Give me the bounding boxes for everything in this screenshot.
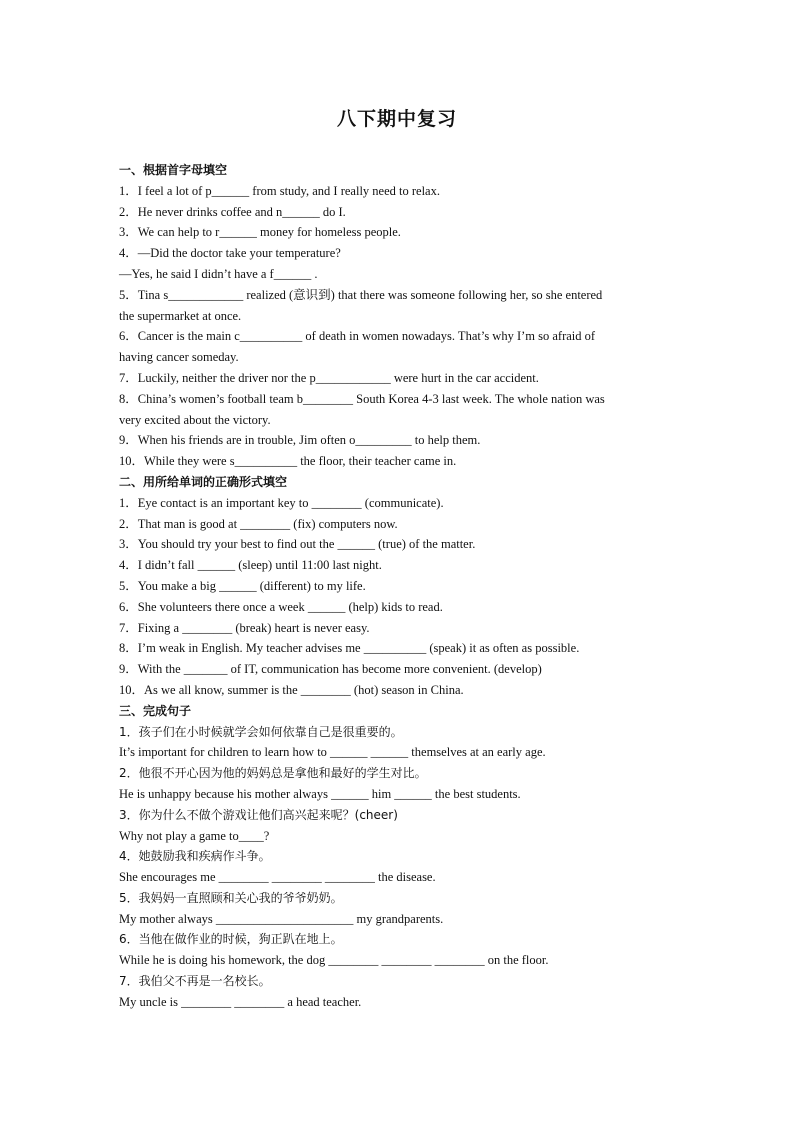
exercise-line: 10．As we all know, summer is the ________ (hot) season in China. (119, 682, 464, 697)
chinese-prompt: 5．我妈妈一直照顾和关心我的爷爷奶奶。 (119, 890, 343, 905)
exercise-line: 8．China’s women’s football team b________ South Korea 4-3 last week. The whole nation was (119, 391, 605, 406)
exercise-line: 3．You should try your best to find out the ______ (true) of the matter. (119, 537, 476, 552)
english-sentence: Why not play a game to____? (119, 828, 270, 843)
english-sentence: She encourages me ________ ________ ________ the disease. (119, 870, 436, 885)
exercise-line: 5．You make a big ______ (different) to my life. (119, 578, 366, 593)
exercise-line: 2．That man is good at ________ (fix) computers now. (119, 516, 398, 531)
exercise-line: 1．Eye contact is an important key to ________ (communicate). (119, 495, 444, 510)
section-3-heading: 三、完成句子 (119, 703, 192, 718)
exercise-line: the supermarket at once. (119, 308, 242, 323)
english-sentence: He is unhappy because his mother always ______ him ______ the best students. (119, 786, 521, 801)
exercise-line: 9．When his friends are in trouble, Jim often o_________ to help them. (119, 433, 481, 448)
exercise-line: 9．With the _______ of IT, communication has become more convenient. (develop) (119, 662, 542, 677)
exercise-line: 3．We can help to r______ money for homeless people. (119, 225, 401, 240)
english-sentence: My mother always ______________________ my grandparents. (119, 911, 444, 926)
chinese-prompt: 1．孩子们在小时候就学会如何依靠自己是很重要的。 (119, 724, 403, 739)
chinese-prompt: 3．你为什么不做个游戏让他们高兴起来呢？(cheer) (119, 807, 398, 822)
exercise-line: 2．He never drinks coffee and n______ do I. (119, 204, 346, 219)
exercise-line: having cancer someday. (119, 350, 239, 365)
english-sentence: While he is doing his homework, the dog ________ ________ ________ on the floor. (119, 953, 549, 968)
exercise-line: 4．—Did the doctor take your temperature? (119, 246, 341, 261)
exercise-line: 6．She volunteers there once a week ______ (help) kids to read. (119, 599, 443, 614)
exercise-line: 1．I feel a lot of p______ from study, and I really need to relax. (119, 183, 440, 198)
exercise-line: —Yes, he said I didn’t have a f______ . (119, 266, 318, 281)
english-sentence: My uncle is ________ ________ a head teacher. (119, 994, 362, 1009)
exercise-line: 7．Luckily, neither the driver nor the p____________ were hurt in the car accident. (119, 370, 539, 385)
section-2-heading: 二、用所给单词的正确形式填空 (119, 474, 288, 489)
english-sentence: It’s important for children to learn how to ______ ______ themselves at an early age. (119, 745, 546, 760)
exercise-line: 10．While they were s__________ the floor, their teacher came in. (119, 454, 457, 469)
chinese-prompt: 7．我伯父不再是一名校长。 (119, 974, 271, 989)
chinese-prompt: 4．她鼓励我和疾病作斗争。 (119, 849, 271, 864)
section-1-heading: 一、根据首字母填空 (119, 163, 228, 177)
exercise-line: 4．I didn’t fall ______ (sleep) until 11:00 last night. (119, 558, 382, 573)
chinese-prompt: 2．他很不开心因为他的妈妈总是拿他和最好的学生对比。 (119, 766, 427, 781)
exercise-line: very excited about the victory. (119, 412, 271, 427)
exercise-line: 8．I’m weak in English. My teacher advises me __________ (speak) it as often as possible. (119, 641, 580, 656)
exercise-line: 5．Tina s____________ realized (意识到) that there was someone following her, so she entered (119, 287, 603, 302)
exercise-line: 6．Cancer is the main c__________ of death in women nowadays. That’s why I’m so afraid of (119, 329, 596, 344)
chinese-prompt: 6．当他在做作业的时候，狗正趴在地上。 (119, 932, 343, 947)
exercise-line: 7．Fixing a ________ (break) heart is never easy. (119, 620, 370, 635)
worksheet-content (119, 160, 679, 1013)
page-title: 八下期中复习 (336, 108, 457, 130)
